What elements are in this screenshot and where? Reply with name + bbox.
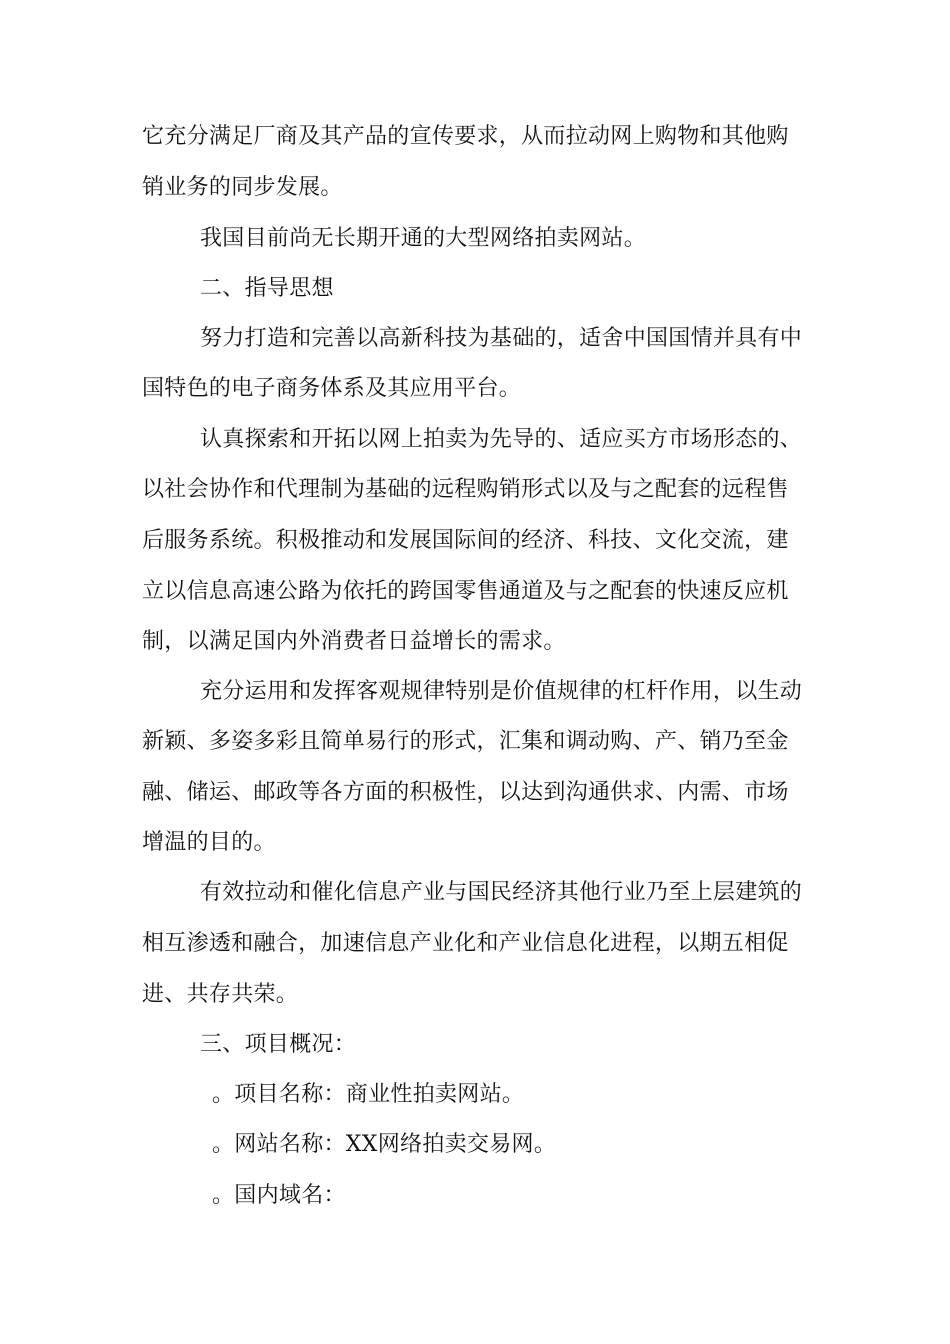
paragraph-line: 融、储运、邮政等各方面的积极性，以达到沟通供求、内需、市场: [142, 780, 789, 805]
list-item: 。网站名称：XX网络拍卖交易网。: [212, 1132, 557, 1157]
paragraph-line: 增温的目的。: [142, 830, 276, 855]
paragraph-line: 后服务系统。积极推动和发展国际间的经济、科技、文化交流，建: [142, 528, 789, 553]
paragraph-line: 销业务的同步发展。: [142, 175, 343, 200]
section-heading: 二、指导思想: [200, 276, 334, 301]
paragraph-line: 认真探索和开拓以网上拍卖为先导的、适应买方市场形态的、: [200, 427, 803, 452]
paragraph-line: 我国目前尚无长期开通的大型网络拍卖网站。: [200, 226, 647, 251]
paragraph-line: 以社会协作和代理制为基础的远程购销形式以及与之配套的远程售: [142, 477, 789, 502]
paragraph-line: 制，以满足国内外消费者日益增长的需求。: [142, 629, 566, 654]
paragraph-line: 相互渗透和融合，加速信息产业化和产业信息化进程，以期五相促: [142, 931, 789, 956]
paragraph-line: 它充分满足厂商及其产品的宣传要求，从而拉动网上购物和其他购: [142, 124, 789, 149]
section-heading: 三、项目概况：: [200, 1032, 357, 1057]
paragraph-line: 充分运用和发挥客观规律特别是价值规律的杠杆作用，以生动: [200, 679, 803, 704]
paragraph-line: 国特色的电子商务体系及其应用平台。: [142, 376, 522, 401]
paragraph-line: 进、共存共荣。: [142, 982, 299, 1007]
list-item: 。国内域名：: [212, 1183, 346, 1208]
paragraph-line: 新颖、多姿多彩且简单易行的形式，汇集和调动购、产、销乃至金: [142, 729, 789, 754]
paragraph-line: 立以信息高速公路为依托的跨国零售通道及与之配套的快速反应机: [142, 579, 789, 604]
list-item: 。项目名称：商业性拍卖网站。: [212, 1082, 525, 1107]
paragraph-line: 努力打造和完善以高新科技为基础的，适舍中国国情并具有中: [200, 326, 803, 351]
paragraph-line: 有效拉动和催化信息产业与国民经济其他行业乃至上层建筑的: [200, 880, 803, 905]
